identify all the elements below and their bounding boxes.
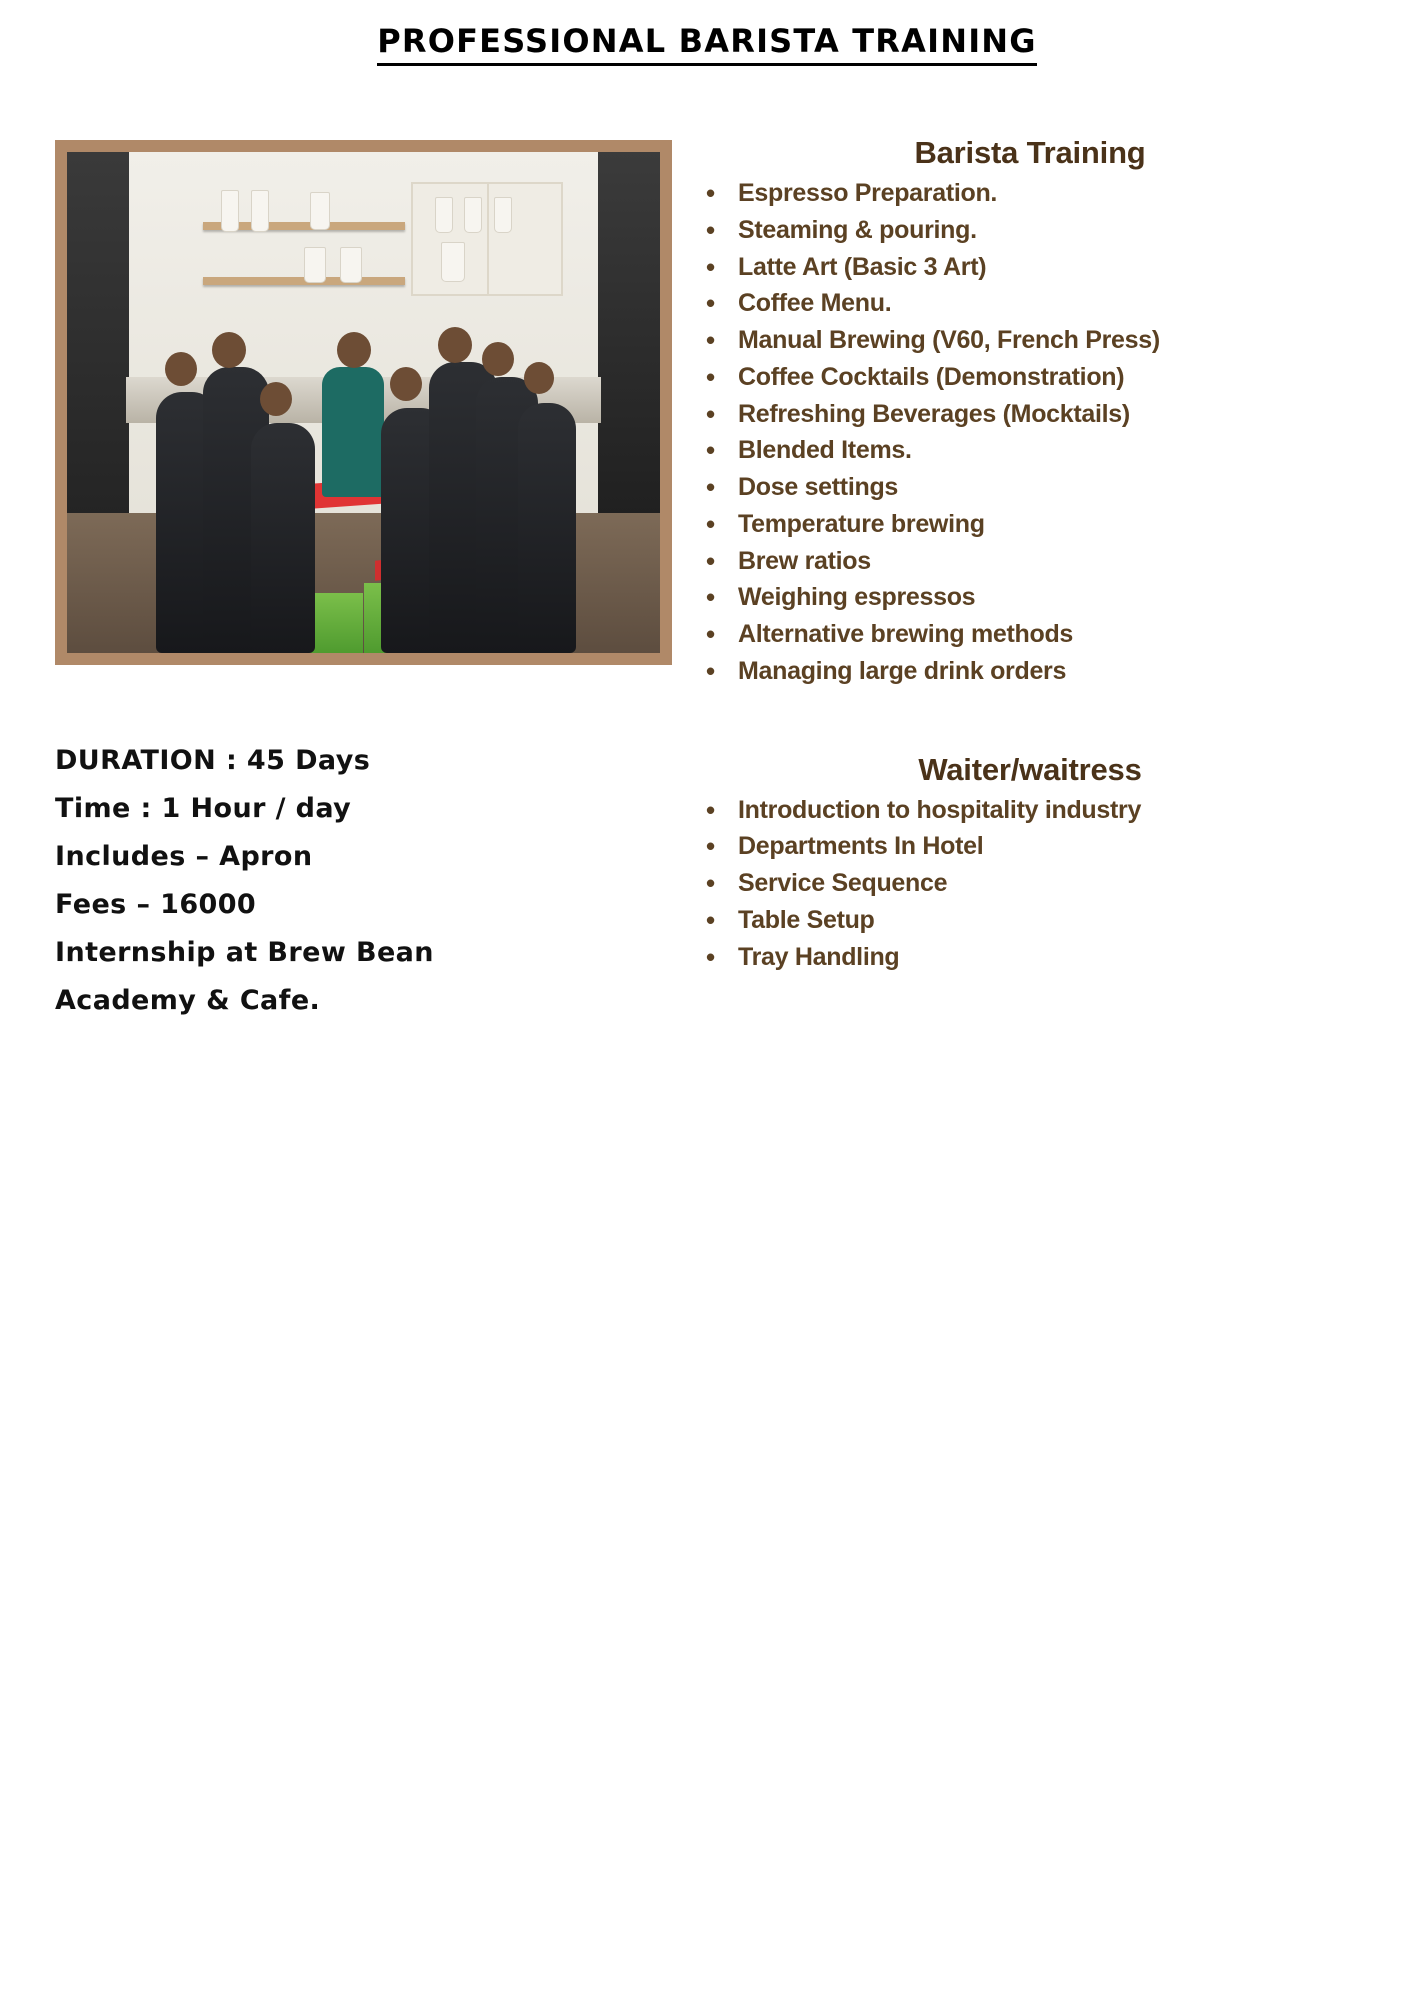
detail-internship-line-2: Academy & Cafe. bbox=[55, 985, 321, 1017]
list-item: • Temperature brewing bbox=[690, 506, 1370, 543]
list-item: • Latte Art (Basic 3 Art) bbox=[690, 249, 1370, 286]
list-item: • Manual Brewing (V60, French Press) bbox=[690, 322, 1370, 359]
photo-student-head bbox=[165, 352, 197, 386]
photo-cup bbox=[464, 197, 482, 233]
list-item: • Weighing espressos bbox=[690, 579, 1370, 616]
waiter-section-heading: Waiter/waitress bbox=[918, 751, 1142, 787]
list-item: • Coffee Cocktails (Demonstration) bbox=[690, 359, 1370, 396]
photo-student-head bbox=[438, 327, 472, 363]
photo-instructor bbox=[322, 367, 384, 497]
list-item: • Brew ratios bbox=[690, 543, 1370, 580]
photo-cup bbox=[340, 247, 362, 283]
list-item: • Table Setup bbox=[690, 902, 1370, 939]
right-column bbox=[690, 135, 1370, 975]
list-item: • Departments In Hotel bbox=[690, 828, 1370, 865]
left-column bbox=[55, 140, 675, 1025]
detail-fees: Fees – 16000 bbox=[55, 889, 257, 921]
photo-student bbox=[518, 403, 576, 654]
photo-student bbox=[251, 423, 315, 653]
list-item: • Refreshing Beverages (Mocktails) bbox=[690, 396, 1370, 433]
photo-student-head bbox=[524, 362, 554, 394]
page-title-text: PROFESSIONAL BARISTA TRAINING bbox=[377, 22, 1037, 66]
training-photo bbox=[55, 140, 672, 665]
detail-time: Time : 1 Hour / day bbox=[55, 793, 352, 825]
page-title bbox=[0, 22, 1414, 66]
photo-instructor-head bbox=[337, 332, 371, 368]
detail-includes: Includes – Apron bbox=[55, 841, 313, 873]
list-item: • Blended Items. bbox=[690, 432, 1370, 469]
course-details bbox=[55, 737, 675, 1025]
photo-cup bbox=[441, 242, 465, 282]
detail-duration: DURATION : 45 Days bbox=[55, 745, 371, 776]
list-item: • Steaming & pouring. bbox=[690, 212, 1370, 249]
waiter-topic-list bbox=[690, 792, 1370, 976]
list-item: • Tray Handling bbox=[690, 939, 1370, 976]
barista-topic-list bbox=[690, 175, 1370, 690]
photo-cabinet bbox=[411, 182, 563, 296]
list-item: • Alternative brewing methods bbox=[690, 616, 1370, 653]
photo-scene bbox=[67, 152, 660, 653]
photo-cup bbox=[304, 247, 326, 283]
list-item: • Introduction to hospitality industry bbox=[690, 792, 1370, 829]
photo-student-head bbox=[260, 382, 292, 416]
photo-cup bbox=[310, 192, 330, 230]
photo-cup bbox=[221, 190, 239, 232]
list-item: • Espresso Preparation. bbox=[690, 175, 1370, 212]
list-item: • Managing large drink orders bbox=[690, 653, 1370, 690]
list-item: • Coffee Menu. bbox=[690, 285, 1370, 322]
list-item: • Service Sequence bbox=[690, 865, 1370, 902]
detail-internship-line-1: Internship at Brew Bean bbox=[55, 937, 434, 969]
list-item: • Dose settings bbox=[690, 469, 1370, 506]
barista-section-heading: Barista Training bbox=[914, 135, 1146, 170]
photo-cup bbox=[494, 197, 512, 233]
photo-cup bbox=[435, 197, 453, 233]
photo-cup bbox=[251, 190, 269, 232]
